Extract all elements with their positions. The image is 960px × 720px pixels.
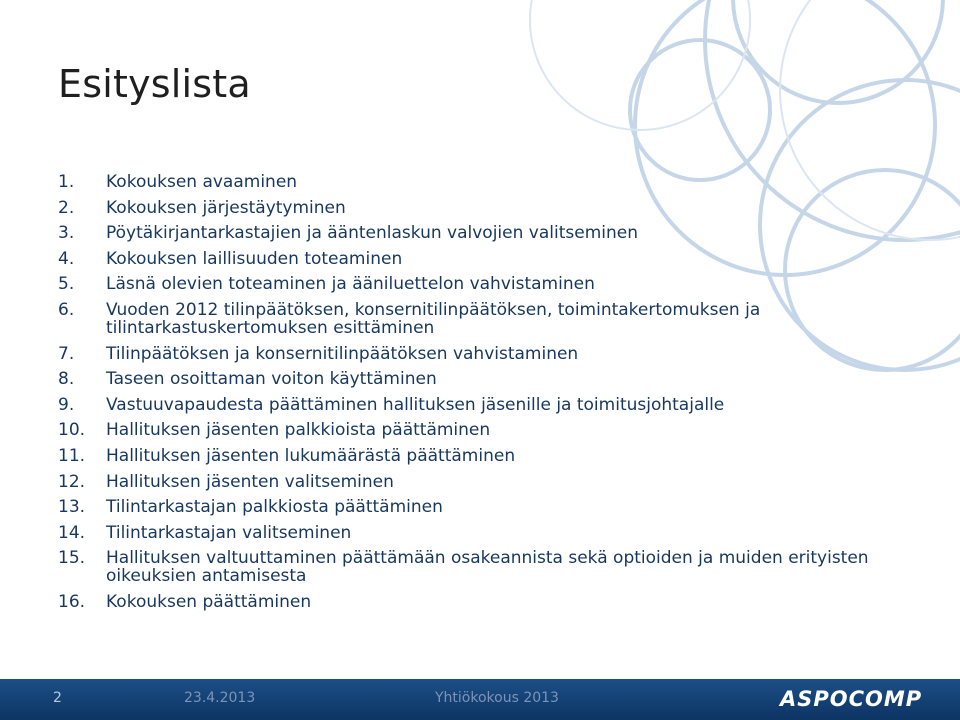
item-number: 2. <box>58 197 75 218</box>
page-number: 2 <box>53 690 62 706</box>
item-number: 4. <box>58 248 75 269</box>
item-text: Hallituksen jäsenten palkkioista päättäminen <box>106 420 491 441</box>
item-text: Taseen osoittaman voiton käyttäminen <box>106 369 437 390</box>
list-item <box>58 345 888 363</box>
item-text: Vastuuvapaudesta päättäminen hallituksen jäsenille ja toimitusjohtajalle <box>106 394 725 415</box>
item-number: 15. <box>58 548 86 569</box>
item-number: 1. <box>58 172 75 192</box>
list-item <box>58 524 888 542</box>
item-text: Kokouksen laillisuuden toteaminen <box>106 248 403 269</box>
list-item <box>58 593 888 611</box>
list-item <box>58 447 888 465</box>
list-item <box>58 421 888 439</box>
item-text: Läsnä olevien toteaminen ja ääniluettelon vahvistaminen <box>106 274 595 295</box>
item-text: Hallituksen valtuuttaminen päättämään osakeannista sekä optioiden ja muiden erityisten oikeuksien antamisesta <box>106 548 869 587</box>
list-item <box>58 199 888 217</box>
item-number: 7. <box>58 343 75 364</box>
list-item <box>58 224 888 242</box>
item-text: Tilintarkastajan valitseminen <box>106 522 352 543</box>
list-item <box>58 301 888 337</box>
agenda-list <box>58 173 888 619</box>
item-text: Pöytäkirjantarkastajien ja ääntenlaskun valvojien valitseminen <box>106 223 638 244</box>
item-number: 14. <box>58 522 86 543</box>
item-text: Kokouksen järjestäytyminen <box>106 197 346 218</box>
list-item <box>58 250 888 268</box>
list-item <box>58 173 888 191</box>
item-text: Vuoden 2012 tilinpäätöksen, konsernitilinpäätöksen, toimintakertomuksen ja tilintarkastuskertomuksen esittäminen <box>106 299 761 338</box>
item-text: Hallituksen jäsenten valitseminen <box>106 471 394 492</box>
item-number: 13. <box>58 497 86 518</box>
list-item <box>58 473 888 491</box>
company-logo: ASPOCOMP <box>780 687 923 711</box>
list-item <box>58 498 888 516</box>
item-number: 6. <box>58 299 75 320</box>
item-text: Hallituksen jäsenten lukumäärästä päättäminen <box>106 445 516 466</box>
footer-bar <box>0 679 960 720</box>
footer-date: 23.4.2013 <box>184 690 256 706</box>
list-item <box>58 549 888 585</box>
item-number: 8. <box>58 369 75 390</box>
list-item <box>58 275 888 293</box>
item-number: 16. <box>58 591 86 612</box>
item-text: Tilintarkastajan palkkiosta päättäminen <box>106 497 443 518</box>
item-number: 3. <box>58 223 75 244</box>
item-number: 9. <box>58 394 75 415</box>
item-text: Kokouksen avaaminen <box>106 172 298 192</box>
slide-title: Esityslista <box>58 62 251 106</box>
item-number: 10. <box>58 420 86 441</box>
item-number: 5. <box>58 274 75 295</box>
list-item <box>58 370 888 388</box>
list-item <box>58 396 888 414</box>
footer-event: Yhtiökokous 2013 <box>435 690 559 706</box>
item-number: 11. <box>58 445 86 466</box>
item-number: 12. <box>58 471 86 492</box>
item-text: Kokouksen päättäminen <box>106 591 312 612</box>
item-text: Tilinpäätöksen ja konsernitilinpäätöksen vahvistaminen <box>106 343 579 364</box>
